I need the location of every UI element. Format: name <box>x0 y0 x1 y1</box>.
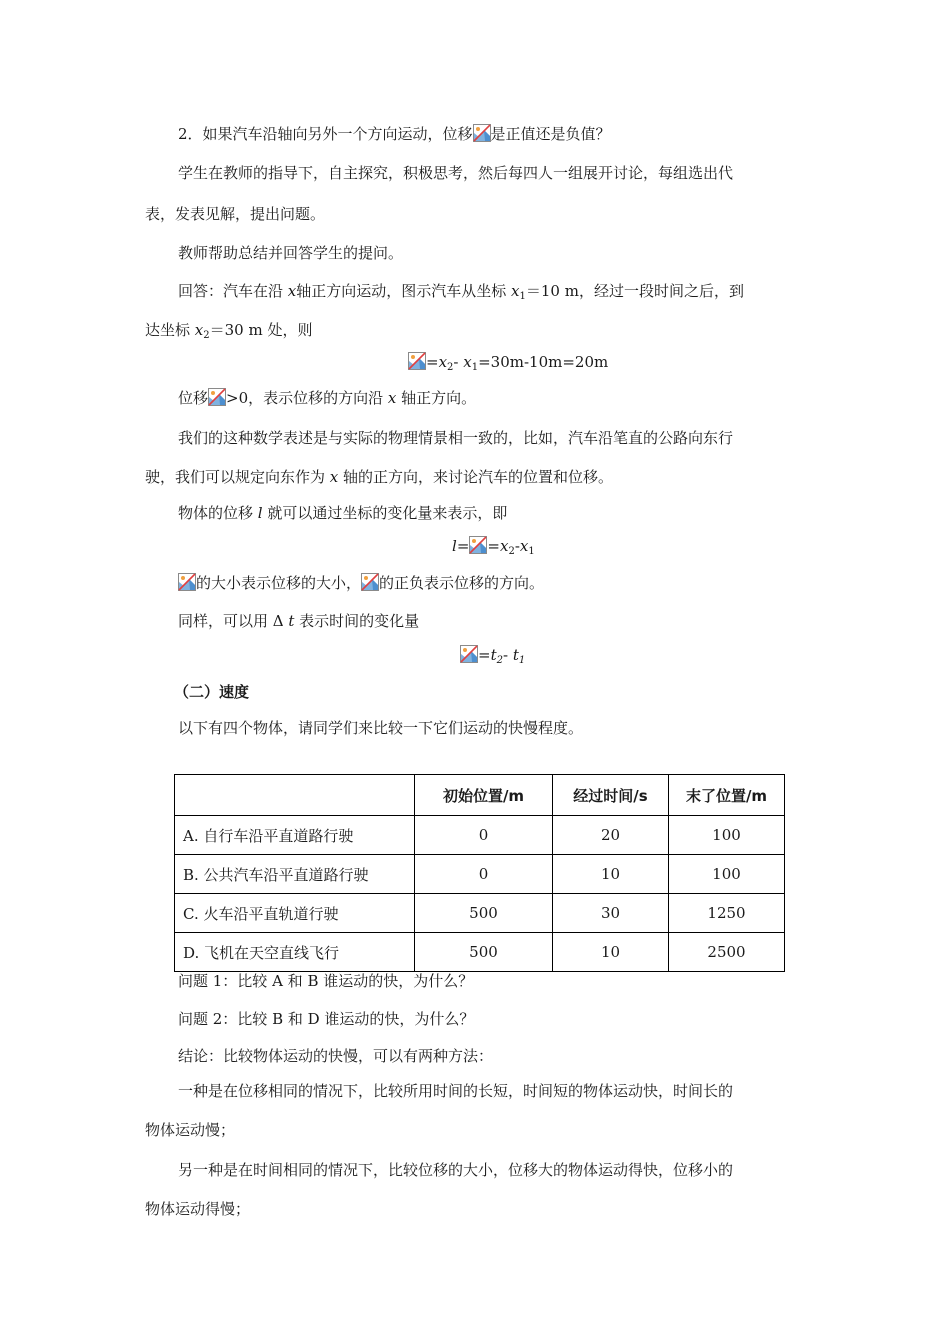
comparison-table <box>174 774 785 972</box>
displacement-positive: 位移 >0，表示位移的方向沿 x 轴正方向。 <box>178 389 477 407</box>
table-cell: 500 <box>415 933 553 972</box>
table-row <box>175 894 785 933</box>
table-row <box>175 933 785 972</box>
method2-line2: 物体运动得慢； <box>145 1200 251 1218</box>
students-paragraph-line2: 表，发表见解，提出问题。 <box>145 205 326 223</box>
teacher-paragraph: 教师帮助总结并回答学生的提问。 <box>178 244 404 262</box>
broken-image-icon <box>473 124 491 142</box>
section-title: （二）速度 <box>174 683 250 701</box>
object-displacement: 物体的位移 l 就可以通过坐标的变化量来表示，即 <box>178 504 508 522</box>
table-cell: 100 <box>669 855 785 894</box>
math-paragraph-line1: 我们的这种数学表述是与实际的物理情景相一致的，比如，汽车沿笔直的公路向东行 <box>178 429 734 447</box>
broken-image-icon <box>361 573 379 591</box>
table-cell: 30 <box>553 894 669 933</box>
table-header: 初始位置/m <box>415 775 553 816</box>
table-cell: 0 <box>415 816 553 855</box>
answer-line1: 回答：汽车在沿 x轴正方向运动，图示汽车从坐标 $x_1=10$ m，经过一段时间之后，到 <box>178 282 744 302</box>
table-cell: 0 <box>415 855 553 894</box>
table-cell: 2500 <box>669 933 785 972</box>
method2-line1: 另一种是在时间相同的情况下，比较位移的大小，位移大的物体运动得快，位移小的 <box>178 1161 734 1179</box>
table-cell: 1250 <box>669 894 785 933</box>
table-header-row <box>175 775 785 816</box>
answer-line2: 达坐标 $x_2=30$ m 处，则 <box>145 321 313 341</box>
table-cell: A. 自行车沿平直道路行驶 <box>175 816 415 855</box>
broken-image-icon <box>469 536 487 554</box>
table-cell: B. 公共汽车沿平直道路行驶 <box>175 855 415 894</box>
conclusion: 结论：比较物体运动的快慢，可以有两种方法： <box>178 1047 494 1065</box>
table-cell: C. 火车沿平直轨道行驶 <box>175 894 415 933</box>
math-paragraph-line2: 驶，我们可以规定向东作为 x 轴的正方向，来讨论汽车的位置和位移。 <box>145 468 614 486</box>
broken-image-icon <box>178 573 196 591</box>
table-cell: 10 <box>553 855 669 894</box>
table-cell: D. 飞机在天空直线飞行 <box>175 933 415 972</box>
table-row <box>175 855 785 894</box>
formula-l: $l= =x_2-x_1$ <box>452 537 535 557</box>
q2-text: 2．如果汽车沿轴向另外一个方向运动，位移 <box>178 125 473 143</box>
q2-text-end: 是正值还是负值？ <box>490 125 611 143</box>
students-paragraph-line1: 学生在教师的指导下，自主探究，积极思考，然后每四人一组展开讨论，每组选出代 <box>178 164 734 182</box>
size-direction-line: 的大小表示位移的大小， 的正负表示位移的方向。 <box>178 573 544 593</box>
method1-line1: 一种是在位移相同的情况下，比较所用时间的长短，时间短的物体运动快，时间长的 <box>178 1082 734 1100</box>
table-cell: 10 <box>553 933 669 972</box>
question-2 <box>178 124 611 144</box>
formula-time: $=t_2-$ $t_1$ <box>460 645 525 671</box>
broken-image-icon <box>408 352 426 370</box>
broken-image-icon <box>460 645 478 663</box>
question-1: 问题 1：比较 A 和 B 谁运动的快，为什么？ <box>178 972 474 990</box>
table-header <box>175 775 415 816</box>
table-cell: 100 <box>669 816 785 855</box>
table-header: 末了位置/m <box>669 775 785 816</box>
method1-line2: 物体运动慢； <box>145 1121 236 1139</box>
table-cell: 20 <box>553 816 669 855</box>
broken-image-icon <box>208 388 226 406</box>
formula-displacement: $=x_2-$ $x_1=30m-10m=20m$ <box>408 352 608 378</box>
table-row <box>175 816 785 855</box>
question-2b: 问题 2：比较 B 和 D 谁运动的快，为什么？ <box>178 1010 475 1028</box>
time-change-line: 同样，可以用 Δ t 表示时间的变化量 <box>178 612 420 630</box>
table-cell: 500 <box>415 894 553 933</box>
intro-paragraph: 以下有四个物体，请同学们来比较一下它们运动的快慢程度。 <box>178 719 584 737</box>
table-header: 经过时间/s <box>553 775 669 816</box>
